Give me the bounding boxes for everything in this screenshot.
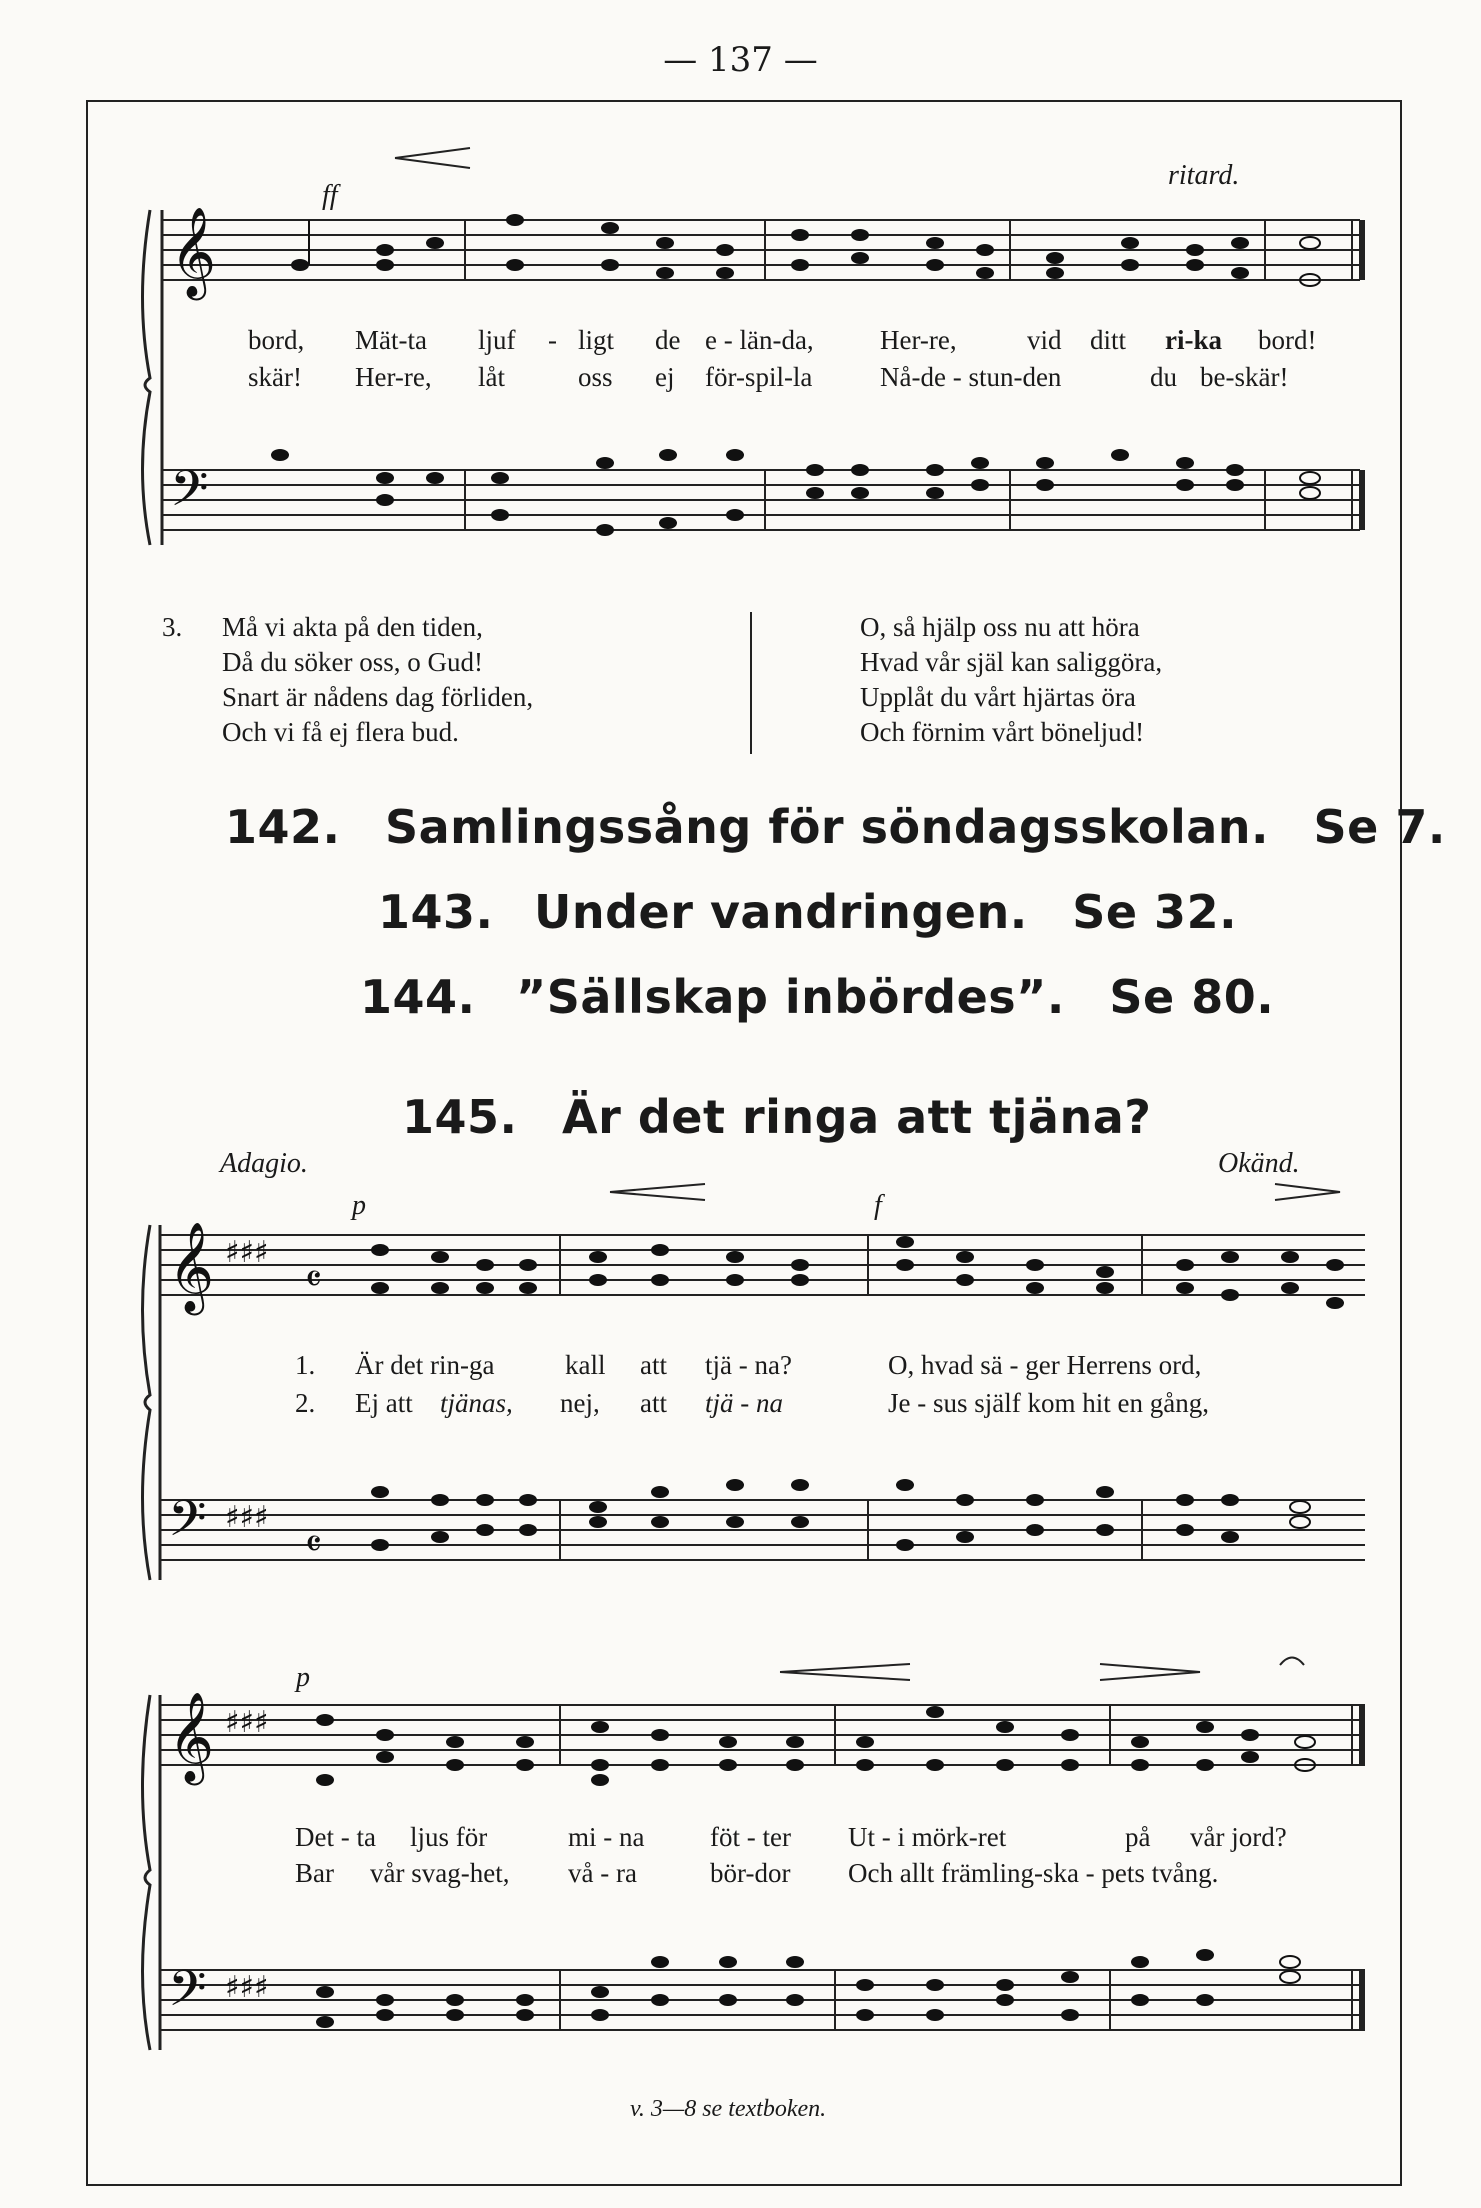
s1-v1-syl: ditt — [1090, 325, 1127, 355]
page-number: — 137 — — [663, 40, 818, 80]
s1-v1-syl: ligt — [578, 325, 615, 355]
s1-v1-syl: Mät-ta — [355, 325, 427, 355]
stanza-line: Snart är nådens dag förliden, — [222, 682, 534, 712]
dynamic-f: f — [874, 1190, 882, 1221]
tempo-ritard: ritard. — [1168, 160, 1240, 191]
s2-v2-syl: nej, — [560, 1388, 600, 1418]
footnote: v. 3—8 se textboken. — [630, 2096, 827, 2122]
s1-v1-syl: vid — [1027, 325, 1062, 355]
s3-v2-syl: Bar — [295, 1858, 334, 1888]
s2-verse-number: 2. — [295, 1388, 316, 1418]
s1-v2-syl: be-skär! — [1200, 362, 1289, 392]
s1-v1-syl: ri-ka — [1165, 325, 1222, 355]
s2-verse-number: 1. — [295, 1350, 316, 1380]
svg-text:♯♯♯: ♯♯♯ — [225, 1235, 269, 1270]
s1-v1-syl: de — [655, 325, 681, 355]
s2-v1-syl: att — [640, 1350, 667, 1380]
s2-v1-syl: O, hvad sä - ger Herrens ord, — [888, 1350, 1202, 1380]
s3-v1-syl: mi - na — [568, 1822, 645, 1852]
heading-number: 143. — [378, 885, 494, 939]
stanza-line: Och vi få ej flera bud. — [222, 717, 459, 747]
s2-v2-syl: Ej att — [355, 1388, 413, 1418]
s2-v1-syl: tjä - na? — [705, 1350, 792, 1380]
dynamic-ff: ff — [322, 180, 338, 211]
svg-text:♯♯♯: ♯♯♯ — [225, 1705, 269, 1740]
stanza-line: Må vi akta på den tiden, — [222, 612, 483, 642]
heading-number: 144. — [360, 970, 476, 1024]
s1-v2-syl: Her-re, — [355, 362, 432, 392]
s1-v1-syl: e - län-da, — [705, 325, 814, 355]
stanza-line: Upplåt du vårt hjärtas öra — [860, 682, 1136, 712]
s1-v2-syl: oss — [578, 362, 613, 392]
s1-v2-syl: för-spil-la — [705, 362, 813, 392]
s3-v2-syl: bör-dor — [710, 1858, 791, 1888]
s3-v2-syl: Och allt främling-ska - pets tvång. — [848, 1858, 1219, 1888]
s3-v1-syl: Det - ta — [295, 1822, 376, 1852]
s1-v2-syl: ej — [655, 362, 675, 392]
svg-text:𝄢: 𝄢 — [168, 1490, 207, 1560]
stanza-number: 3. — [162, 612, 183, 642]
heading-ref: Se 7. — [1313, 800, 1446, 854]
s1-v2-syl: låt — [478, 362, 505, 392]
s3-v1-syl: föt - ter — [710, 1822, 791, 1852]
stanza-line: Då du söker oss, o Gud! — [222, 647, 483, 677]
heading-title: ”Sällskap inbördes”. — [516, 970, 1065, 1024]
heading-ref: Se 32. — [1072, 885, 1238, 939]
svg-text:𝄢: 𝄢 — [170, 460, 209, 530]
heading-title: Är det ringa att tjäna? — [562, 1090, 1152, 1144]
stanza-line: Och förnim vårt böneljud! — [860, 717, 1145, 747]
s3-v2-syl: vår svag-het, — [370, 1858, 510, 1888]
svg-text:𝄞: 𝄞 — [168, 1692, 215, 1782]
s3-v1-syl: ljus för — [410, 1822, 488, 1852]
s2-v2-syl: tjä - na — [705, 1388, 783, 1418]
svg-text:𝄴: 𝄴 — [305, 1522, 322, 1566]
s3-v1-syl: Ut - i mörk-ret — [848, 1822, 1007, 1852]
s3-v1-syl: på — [1125, 1822, 1151, 1852]
heading-number: 145. — [402, 1090, 518, 1144]
s3-v1-syl: vår jord? — [1190, 1822, 1287, 1852]
stanza-line: Hvad vår själ kan saliggöra, — [860, 647, 1163, 677]
s3-v2-syl: vå - ra — [568, 1858, 637, 1888]
s1-v1-syl: bord, — [248, 325, 305, 355]
svg-text:𝄞: 𝄞 — [170, 207, 217, 297]
svg-text:𝄴: 𝄴 — [305, 1257, 322, 1301]
s1-v1-syl: bord! — [1258, 325, 1317, 355]
dynamic-p: p — [352, 1190, 366, 1221]
heading-number: 142. — [225, 800, 341, 854]
s1-v2-syl: skär! — [248, 362, 302, 392]
composer: Okänd. — [1218, 1148, 1300, 1179]
s2-v1-syl: kall — [565, 1350, 606, 1380]
heading-title: Samlingssång för söndagsskolan. — [385, 800, 1270, 854]
svg-text:𝄢: 𝄢 — [168, 1960, 207, 2030]
tempo-adagio: Adagio. — [220, 1148, 308, 1179]
dynamic-p: p — [296, 1662, 310, 1693]
heading-title: Under vandringen. — [534, 885, 1028, 939]
heading-ref: Se 80. — [1109, 970, 1275, 1024]
s1-v2-syl: du — [1150, 362, 1177, 392]
s2-v2-syl: Je - sus själf kom hit en gång, — [888, 1388, 1209, 1418]
s1-v1-syl: ljuf — [478, 325, 516, 355]
s2-v1-syl: Är det rin-ga — [355, 1350, 495, 1380]
svg-text:♯♯♯: ♯♯♯ — [225, 1970, 269, 2005]
s1-v2-syl: Nå-de - stun-den — [880, 362, 1062, 392]
svg-text:♯♯♯: ♯♯♯ — [225, 1500, 269, 1535]
s2-v2-syl: tjänas, — [440, 1388, 513, 1418]
svg-text:𝄞: 𝄞 — [168, 1222, 215, 1312]
s1-v1-syl: - — [548, 325, 557, 355]
s1-v1-syl: Her-re, — [880, 325, 957, 355]
s2-v2-syl: att — [640, 1388, 667, 1418]
stanza-line: O, så hjälp oss nu att höra — [860, 612, 1140, 642]
